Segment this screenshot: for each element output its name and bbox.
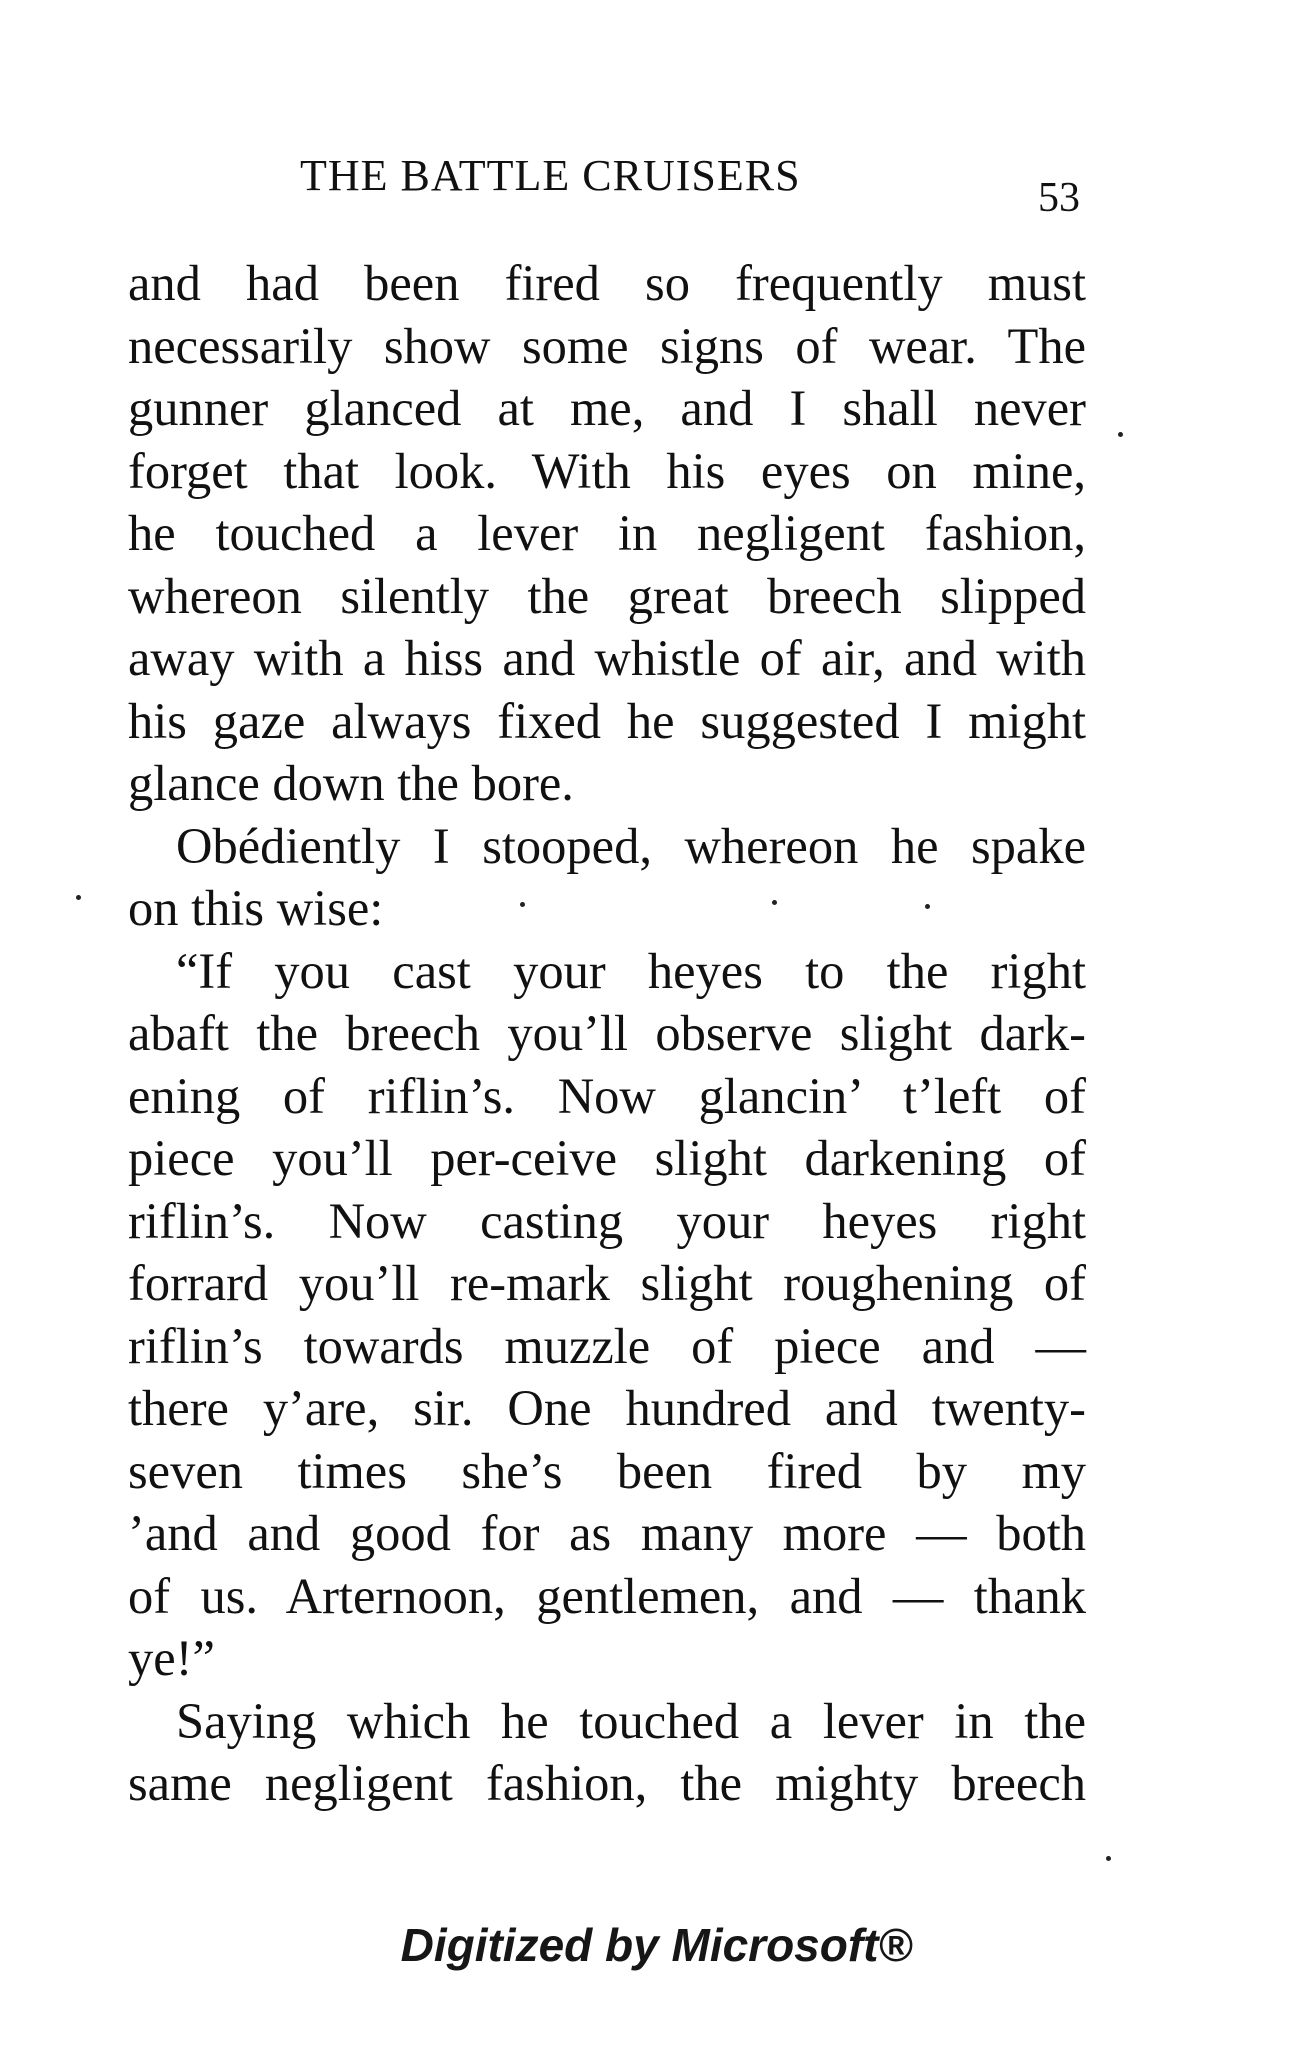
text-line: and had been fired so frequently must [128, 255, 1086, 311]
text-line: glance down the bore. [128, 755, 574, 811]
text-line: riflin’s towards muzzle of piece and — [128, 1317, 1086, 1374]
page-number: 53 [1038, 175, 1080, 221]
text-line: riflin’s. Now casting your heyes right [128, 1192, 1086, 1249]
text-line: Obédiently I stooped, whereon he spake [176, 817, 1086, 874]
scan-speck [520, 902, 525, 907]
text-line: ening of riflin’s. Now glancin’ t’left of [128, 1067, 1086, 1124]
page-header [300, 150, 1100, 220]
body-text [128, 252, 1086, 1815]
text-line: seven times she’s been fired by my [128, 1442, 1086, 1499]
text-line: necessarily show some signs of wear. The [128, 317, 1086, 374]
scan-speck [76, 895, 81, 900]
text-line: gunner glanced at me, and I shall never [128, 380, 1086, 436]
text-line: abaft the breech you’ll observe slight dark- [128, 1005, 1086, 1061]
text-line: “If you cast your heyes to the right [176, 942, 1086, 999]
text-line: piece you’ll per-ceive slight darkening of [128, 1130, 1086, 1186]
text-line: on this wise: [128, 880, 384, 936]
running-title: THE BATTLE CRUISERS [300, 151, 801, 200]
text-line: Saying which he touched a lever in the [176, 1692, 1086, 1749]
text-line: ’and and good for as many more — both [128, 1505, 1086, 1561]
text-line: of us. Arternoon, gentlemen, and — thank [128, 1567, 1086, 1624]
scan-speck [1118, 432, 1123, 437]
text-line: forget that look. With his eyes on mine, [128, 442, 1086, 499]
text-line: his gaze always fixed he suggested I might [128, 692, 1086, 749]
scan-speck [772, 900, 777, 905]
text-line: he touched a lever in negligent fashion, [128, 505, 1086, 561]
scan-speck [925, 904, 930, 909]
text-line: whereon silently the great breech slipped [128, 567, 1086, 624]
text-line: forrard you’ll re-mark slight roughening of [128, 1255, 1086, 1311]
text-line: same negligent fashion, the mighty breech [128, 1755, 1086, 1811]
text-line: away with a hiss and whistle of air, and with [128, 630, 1086, 686]
text-line: there y’are, sir. One hundred and twenty- [128, 1380, 1086, 1436]
digitized-watermark: Digitized by Microsoft® [400, 1919, 913, 1971]
text-line: ye!” [128, 1630, 215, 1686]
scan-speck [1106, 1856, 1111, 1861]
